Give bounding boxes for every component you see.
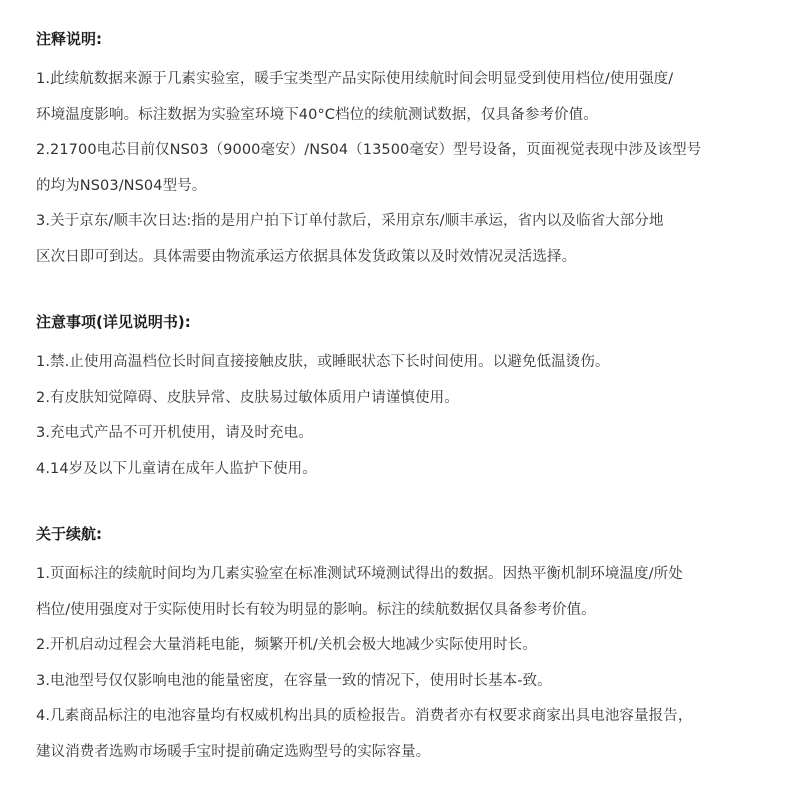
paragraph-line: 区次日即可到达。具体需要由物流承运方依据具体发货政策以及时效情况灵活选择。 bbox=[36, 248, 577, 265]
section-heading: 关于续航: bbox=[36, 525, 102, 543]
paragraph-line: 2.有皮肤知觉障碍、皮肤异常、皮肤易过敏体质用户请谨慎使用。 bbox=[36, 389, 459, 406]
section-heading: 注释说明: bbox=[36, 30, 102, 48]
section-annotation-notes bbox=[36, 28, 760, 275]
section-heading: 注意事项(详见说明书): bbox=[36, 313, 191, 331]
paragraph-line: 1.禁.止使用高温档位长时间直接接触皮肤，或睡眠状态下长时间使用。以避免低温烫伤。 bbox=[36, 354, 610, 370]
paragraph-line: 1.页面标注的续航时间均为几素实验室在标准测试环境测试得出的数据。因热平衡机制环境温度/所处 bbox=[36, 566, 683, 582]
paragraph-line: 环境温度影响。标注数据为实验室环境下40°C档位的续航测试数据，仅具备参考价值。 bbox=[36, 106, 598, 123]
paragraph-line: 建议消费者选购市场暖手宝时提前确定选购型号的实际容量。 bbox=[36, 743, 431, 760]
section-battery-life bbox=[36, 523, 760, 770]
paragraph-line: 2.21700电芯目前仅NS03（9000毫安）/NS04（13500毫安）型号设备，页面视觉表现中涉及该型号 bbox=[36, 142, 702, 158]
section-precautions bbox=[36, 311, 760, 487]
paragraph-line: 4.14岁及以下儿童请在成年人监护下使用。 bbox=[36, 460, 317, 477]
paragraph-line: 4.几素商品标注的电池容量均有权威机构出具的质检报告。消费者亦有权要求商家出具电池容量报告， bbox=[36, 708, 693, 724]
paragraph-line: 3.充电式产品不可开机使用，请及时充电。 bbox=[36, 425, 313, 441]
paragraph-line: 3.关于京东/顺丰次日达:指的是用户拍下订单付款后，采用京东/顺丰承运，省内以及临省大部分地 bbox=[36, 213, 664, 229]
paragraph-line: 3.电池型号仅仅影响电池的能量密度，在容量一致的情况下，使用时长基本-致。 bbox=[36, 672, 552, 689]
paragraph-line: 档位/使用强度对于实际使用时长有较为明显的影响。标注的续航数据仅具备参考价值。 bbox=[36, 601, 596, 618]
paragraph-line: 的均为NS03/NS04型号。 bbox=[36, 177, 207, 194]
paragraph-line: 2.开机启动过程会大量消耗电能，频繁开机/关机会极大地减少实际使用时长。 bbox=[36, 637, 537, 653]
paragraph-line: 1.此续航数据来源于几素实验室，暖手宝类型产品实际使用续航时间会明显受到使用档位/使用强度/ bbox=[36, 71, 674, 87]
